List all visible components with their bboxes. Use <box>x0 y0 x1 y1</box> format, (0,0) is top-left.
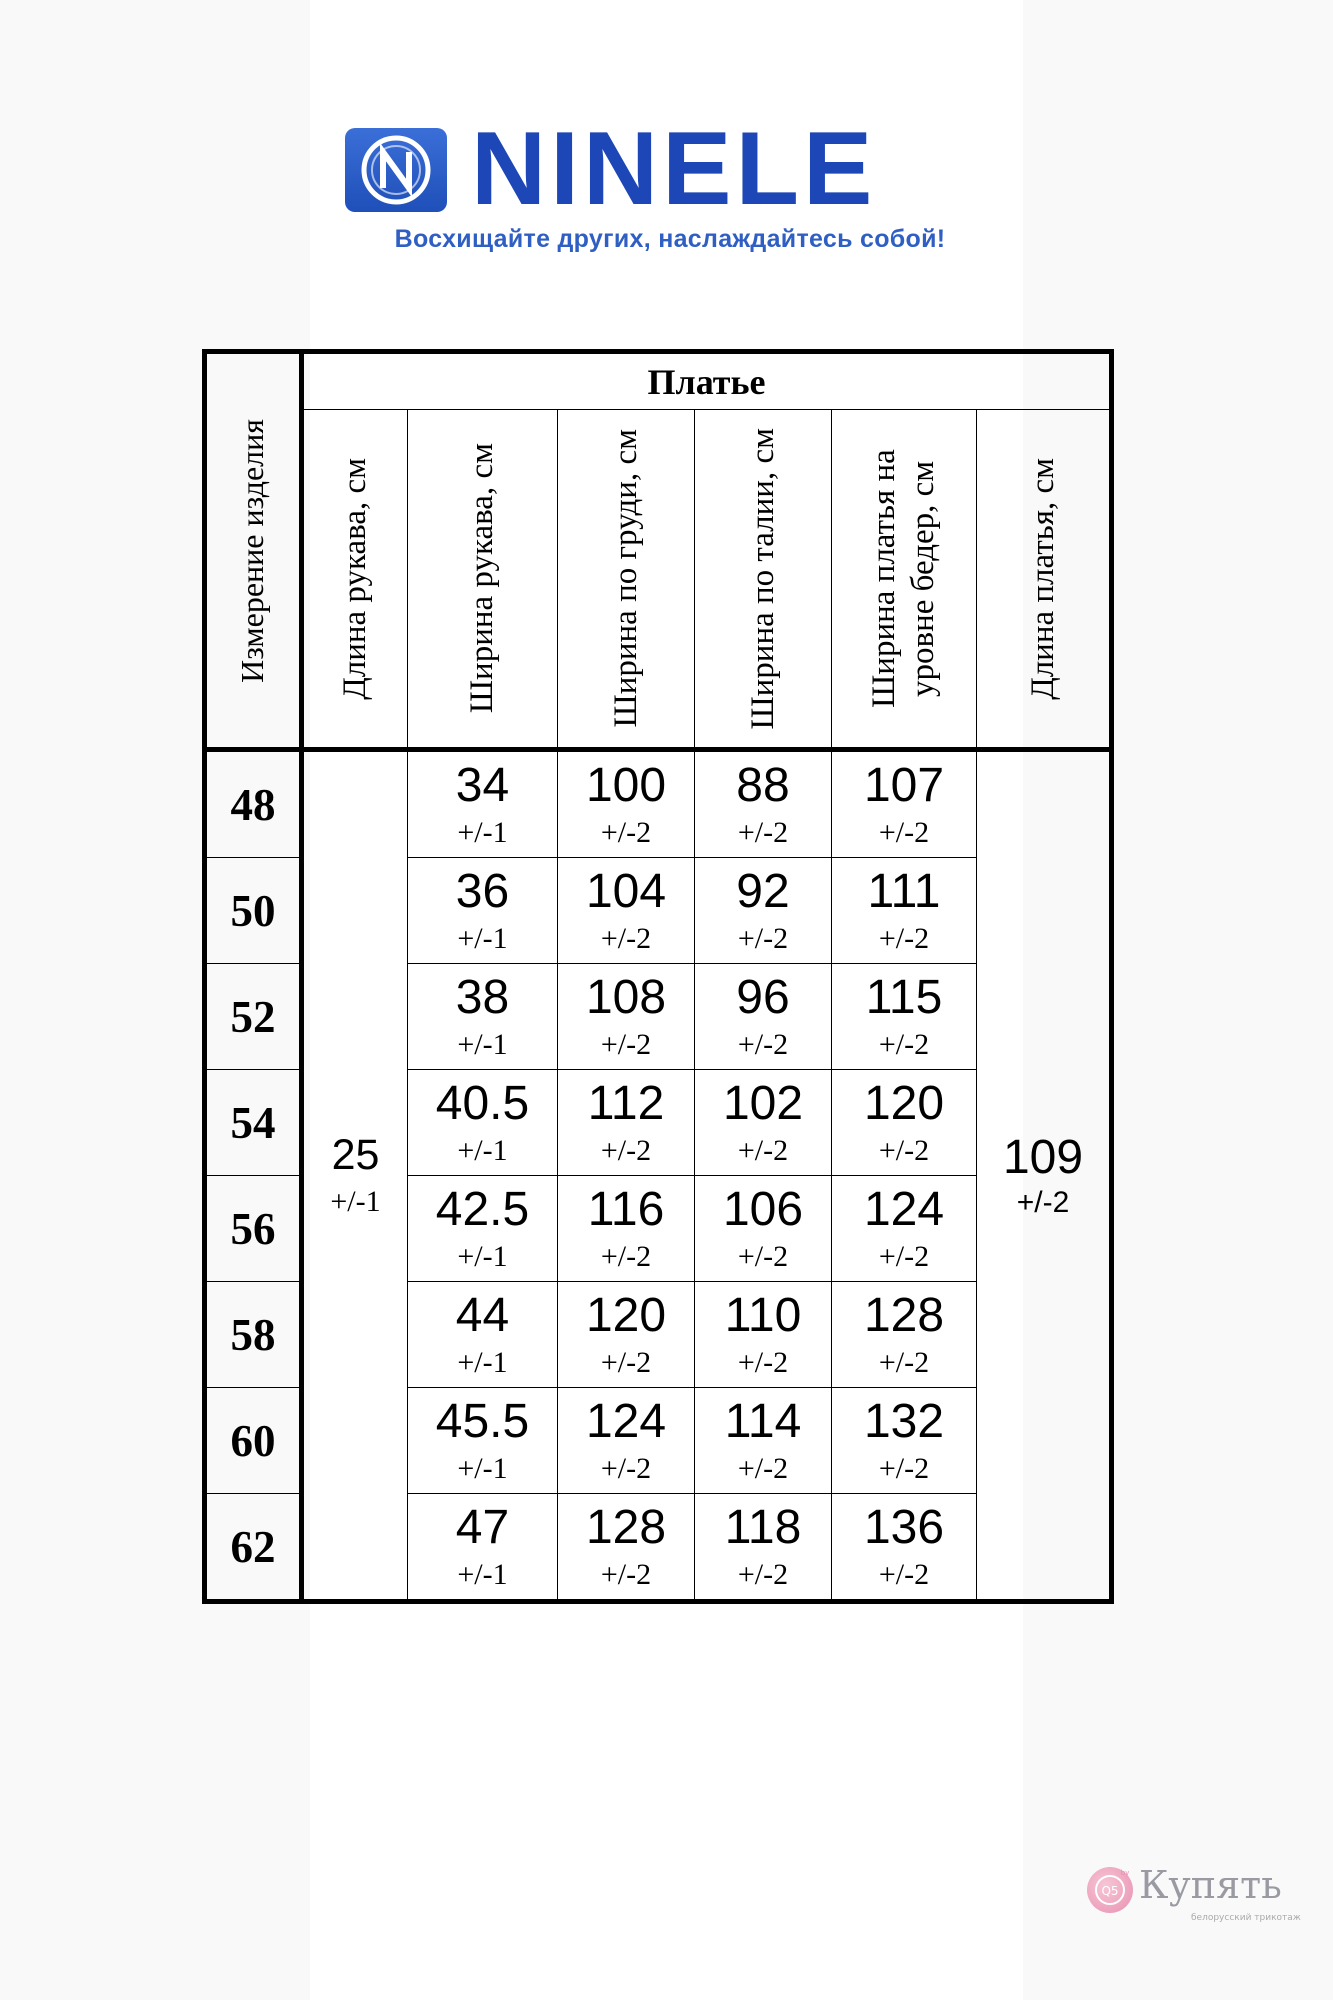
brand-name: NINELE <box>471 111 877 227</box>
sleeve-length-cell <box>302 750 408 1602</box>
chest-width-cell: 100 +/-2 <box>558 750 695 858</box>
sleeve-length-value: 25 <box>331 1131 380 1179</box>
chest-width-cell: 120 +/-2 <box>558 1282 695 1388</box>
brand-tagline: Восхищайте других, наслаждайтесь собой! <box>394 225 946 253</box>
column-header-dress-length: Длина платья, см <box>977 410 1112 750</box>
sleeve-width-cell: 47 +/-1 <box>408 1494 558 1602</box>
brand-logo <box>345 111 995 265</box>
waist-width-cell: 88 +/-2 <box>695 750 832 858</box>
waist-width-cell: 114 +/-2 <box>695 1388 832 1494</box>
size-cell: 58 <box>205 1282 302 1388</box>
waist-width-cell: 96 +/-2 <box>695 964 832 1070</box>
chest-width-cell: 124 +/-2 <box>558 1388 695 1494</box>
ninele-n-logo-icon <box>345 128 447 212</box>
hip-width-cell: 111 +/-2 <box>832 858 977 964</box>
hip-width-cell: 115 +/-2 <box>832 964 977 1070</box>
watermark-domain-text: by <box>1120 1869 1130 1877</box>
column-header-sleeve-length: Длина рукава, см <box>302 410 408 750</box>
waist-width-cell: 92 +/-2 <box>695 858 832 964</box>
chest-width-cell: 108 +/-2 <box>558 964 695 1070</box>
table-row <box>205 750 1112 858</box>
hip-width-cell: 136 +/-2 <box>832 1494 977 1602</box>
size-cell: 54 <box>205 1070 302 1176</box>
size-header-label: Измерение изделия <box>234 418 271 683</box>
table-title: Платье <box>302 352 1112 410</box>
size-cell: 60 <box>205 1388 302 1494</box>
column-header-waist-width: Ширина по талии, см <box>695 410 832 750</box>
waist-width-cell: 118 +/-2 <box>695 1494 832 1602</box>
chest-width-cell: 104 +/-2 <box>558 858 695 964</box>
dress-length-value: 109 <box>1002 1130 1084 1184</box>
sleeve-width-cell: 40.5 +/-1 <box>408 1070 558 1176</box>
size-chart-table <box>202 349 1114 1604</box>
sleeve-width-cell: 45.5 +/-1 <box>408 1388 558 1494</box>
sleeve-width-cell: 44 +/-1 <box>408 1282 558 1388</box>
watermark-subtext: белорусский трикотаж <box>1191 1913 1301 1923</box>
watermark-text: Купять <box>1139 1863 1282 1907</box>
waist-width-cell: 102 +/-2 <box>695 1070 832 1176</box>
size-cell: 56 <box>205 1176 302 1282</box>
sleeve-width-cell: 34 +/-1 <box>408 750 558 858</box>
size-header-cell <box>205 352 302 750</box>
hip-width-cell: 120 +/-2 <box>832 1070 977 1176</box>
column-header-sleeve-width: Ширина рукава, см <box>408 410 558 750</box>
dress-length-cell <box>977 750 1112 1602</box>
sleeve-length-tolerance: +/-1 <box>330 1185 381 1218</box>
waist-width-cell: 110 +/-2 <box>695 1282 832 1388</box>
hip-width-cell: 132 +/-2 <box>832 1388 977 1494</box>
hip-width-cell: 107 +/-2 <box>832 750 977 858</box>
size-cell: 50 <box>205 858 302 964</box>
size-cell: 62 <box>205 1494 302 1602</box>
hip-width-cell: 128 +/-2 <box>832 1282 977 1388</box>
watermark-badge-text: Q5 <box>1101 1884 1119 1898</box>
watermark <box>1087 1855 1301 1935</box>
hip-width-cell: 124 +/-2 <box>832 1176 977 1282</box>
sleeve-width-cell: 42.5 +/-1 <box>408 1176 558 1282</box>
size-cell: 48 <box>205 750 302 858</box>
chest-width-cell: 116 +/-2 <box>558 1176 695 1282</box>
column-header-hip-width: Ширина платья на уровне бедер, см <box>832 410 977 750</box>
sleeve-width-cell: 38 +/-1 <box>408 964 558 1070</box>
dress-length-tolerance: +/-2 <box>1016 1185 1070 1219</box>
chest-width-cell: 128 +/-2 <box>558 1494 695 1602</box>
watermark-badge-icon <box>1087 1867 1133 1913</box>
sleeve-width-cell: 36 +/-1 <box>408 858 558 964</box>
size-cell: 52 <box>205 964 302 1070</box>
column-header-chest-width: Ширина по груди, см <box>558 410 695 750</box>
waist-width-cell: 106 +/-2 <box>695 1176 832 1282</box>
chest-width-cell: 112 +/-2 <box>558 1070 695 1176</box>
